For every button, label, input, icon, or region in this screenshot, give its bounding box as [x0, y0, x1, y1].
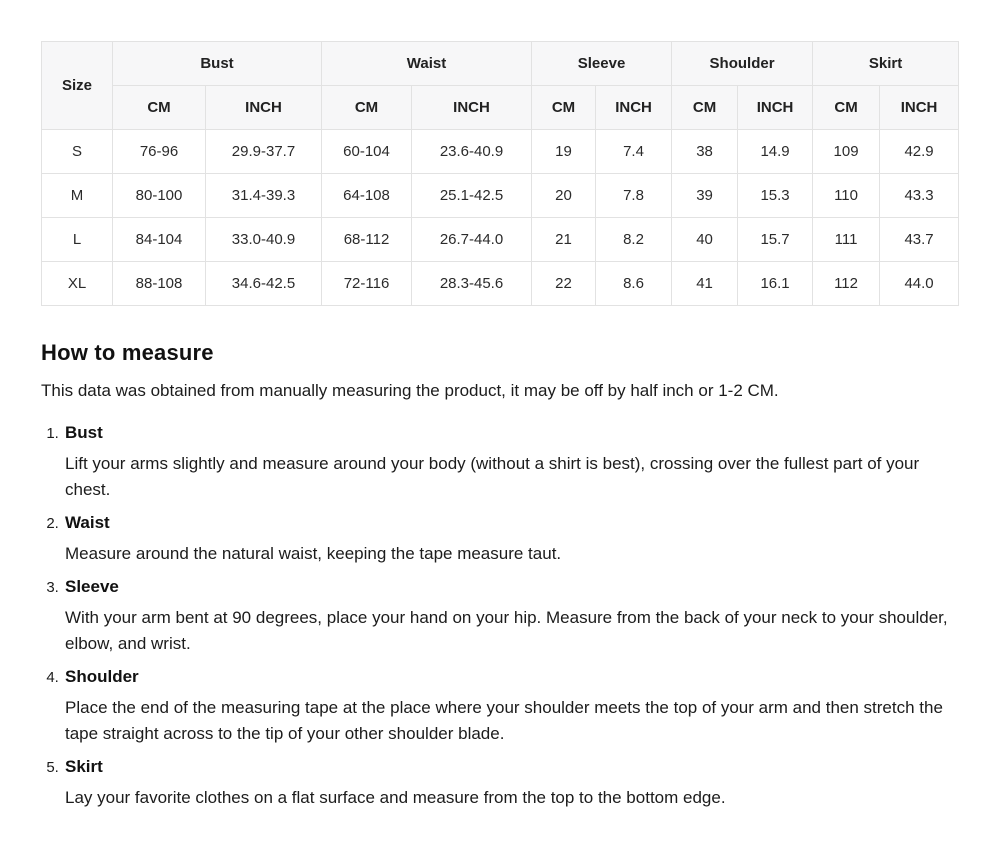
table-cell: 28.3-45.6 [412, 262, 532, 306]
table-cell: 14.9 [738, 130, 813, 174]
table-cell: 68-112 [322, 218, 412, 262]
table-cell: 44.0 [880, 262, 959, 306]
size-column-header: Size [42, 42, 113, 130]
step-description: Place the end of the measuring tape at the place where your shoulder meets the top of your arm and then stretch the tape straight across to the tip of your other shoulder blade. [65, 698, 943, 743]
measure-disclaimer-text: This data was obtained from manually measuring the product, it may be off by half inch or 1-2 CM. [41, 381, 779, 400]
table-row-size-s [42, 130, 959, 174]
step-term: 4. Shoulder [65, 667, 139, 686]
table-cell: 43.3 [880, 174, 959, 218]
step-description: Lift your arms slightly and measure around your body (without a shirt is best), crossing over the fullest part of your chest. [65, 454, 920, 499]
how-to-measure-title: How to measure [41, 340, 214, 365]
table-cell: 88-108 [113, 262, 206, 306]
step-term: 3. Sleeve [65, 577, 119, 596]
table-cell: 22 [532, 262, 596, 306]
table-cell: 7.4 [596, 130, 672, 174]
table-cell: 84-104 [113, 218, 206, 262]
unit-header: CM [672, 86, 738, 130]
table-cell: 21 [532, 218, 596, 262]
table-cell: 29.9-37.7 [206, 130, 322, 174]
unit-header: INCH [596, 86, 672, 130]
table-row-size-l [42, 218, 959, 262]
group-header-sleeve: Sleeve [532, 42, 672, 86]
table-cell: 38 [672, 130, 738, 174]
list-item-sleeve [63, 577, 958, 657]
step-description: Measure around the natural waist, keeping the tape measure taut. [65, 544, 562, 563]
size-label: M [42, 174, 113, 218]
table-cell: 80-100 [113, 174, 206, 218]
group-header-waist: Waist [322, 42, 532, 86]
unit-header: INCH [880, 86, 959, 130]
table-cell: 41 [672, 262, 738, 306]
group-header-skirt: Skirt [813, 42, 959, 86]
table-cell: 19 [532, 130, 596, 174]
table-cell: 7.8 [596, 174, 672, 218]
table-row-size-xl [42, 262, 959, 306]
table-cell: 15.3 [738, 174, 813, 218]
table-cell: 31.4-39.3 [206, 174, 322, 218]
table-cell: 43.7 [880, 218, 959, 262]
table-row-size-m [42, 174, 959, 218]
table-cell: 76-96 [113, 130, 206, 174]
table-cell: 42.9 [880, 130, 959, 174]
table-cell: 40 [672, 218, 738, 262]
table-cell: 110 [813, 174, 880, 218]
table-cell: 25.1-42.5 [412, 174, 532, 218]
table-cell: 26.7-44.0 [412, 218, 532, 262]
table-cell: 60-104 [322, 130, 412, 174]
table-cell: 34.6-42.5 [206, 262, 322, 306]
table-cell: 72-116 [322, 262, 412, 306]
table-cell: 23.6-40.9 [412, 130, 532, 174]
table-cell: 8.2 [596, 218, 672, 262]
list-item-waist [63, 513, 958, 567]
table-group-header-row [42, 42, 959, 86]
table-cell: 39 [672, 174, 738, 218]
table-cell: 111 [813, 218, 880, 262]
list-item-shoulder [63, 667, 958, 747]
group-header-shoulder: Shoulder [672, 42, 813, 86]
unit-header: INCH [738, 86, 813, 130]
unit-header: CM [322, 86, 412, 130]
table-cell: 15.7 [738, 218, 813, 262]
table-cell: 16.1 [738, 262, 813, 306]
unit-header: CM [113, 86, 206, 130]
table-cell: 112 [813, 262, 880, 306]
unit-header: CM [532, 86, 596, 130]
table-cell: 20 [532, 174, 596, 218]
list-item-bust [63, 423, 958, 503]
table-cell: 64-108 [322, 174, 412, 218]
step-description: With your arm bent at 90 degrees, place your hand on your hip. Measure from the back of your neck to your shoulder, elbow, and wrist. [65, 608, 948, 653]
group-header-bust: Bust [113, 42, 322, 86]
table-cell: 109 [813, 130, 880, 174]
list-item-skirt [63, 757, 958, 811]
step-term: 5. Skirt [65, 757, 103, 776]
size-chart-table [41, 41, 959, 306]
unit-header: CM [813, 86, 880, 130]
size-label: L [42, 218, 113, 262]
table-cell: 8.6 [596, 262, 672, 306]
size-label: S [42, 130, 113, 174]
step-term: 2. Waist [65, 513, 110, 532]
step-term: 1. Bust [65, 423, 103, 442]
size-label: XL [42, 262, 113, 306]
step-description: Lay your favorite clothes on a flat surface and measure from the top to the bottom edge. [65, 788, 726, 807]
unit-header: INCH [412, 86, 532, 130]
measure-steps-list [41, 423, 958, 811]
table-unit-header-row [42, 86, 959, 130]
table-cell: 33.0-40.9 [206, 218, 322, 262]
unit-header: INCH [206, 86, 322, 130]
